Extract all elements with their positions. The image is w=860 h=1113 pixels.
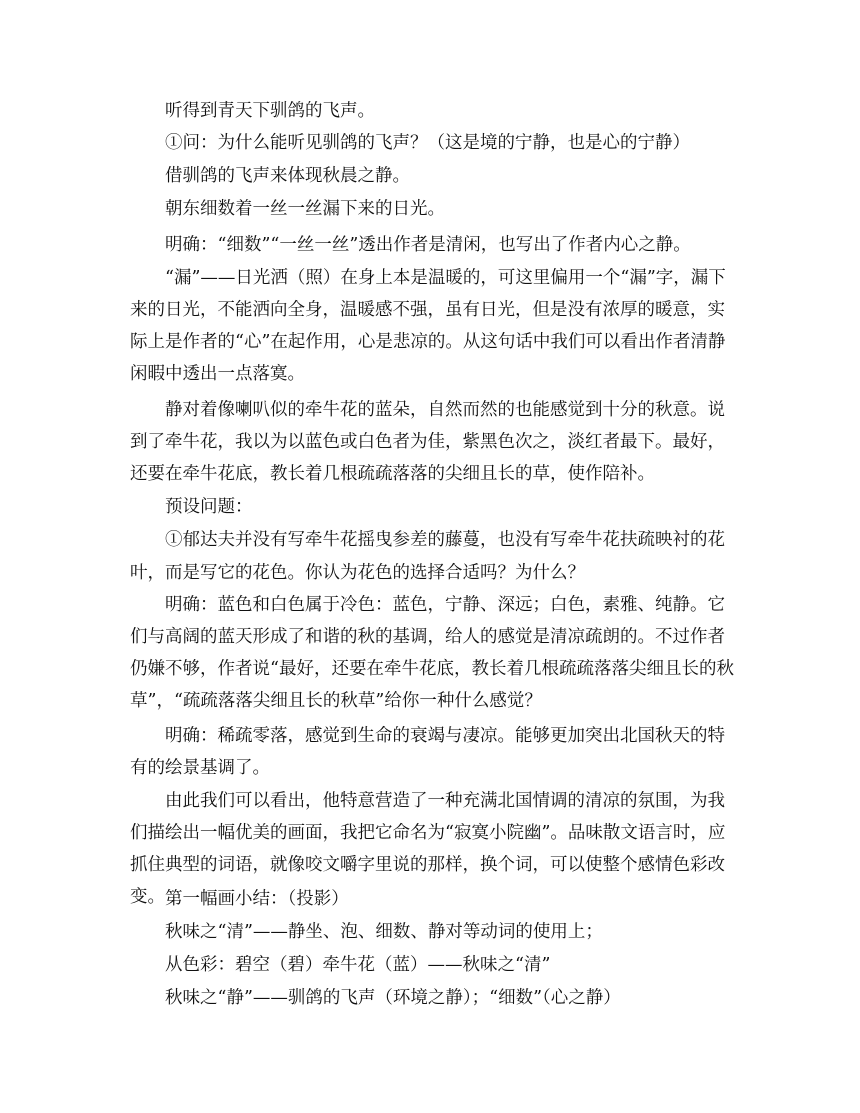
paragraph: 第一幅画小结：（投影） (165, 889, 349, 909)
paragraph: 由此我们可以看出，他特意营造了一种充满北国情调的清凉的氛围，为我们描绘出一幅优美的画面，我把它命名为“寂寞小院幽”。品味散文语言时，应抓住典型的词语，就像咬文嚼字里说的那样，换个词，可以使整个感情色彩改变。 (130, 791, 726, 907)
paragraph: ①问：为什么能听见驯鸽的飞声？（这是境的宁静，也是心的宁静） (165, 133, 690, 153)
paragraph: 从色彩：碧空（碧）牵牛花（蓝）——秋味之“清” (165, 955, 551, 975)
paragraph: 明确：稀疏零落，感觉到生命的衰竭与凄凉。能够更加突出北国秋天的特有的绘景基调了。 (130, 726, 725, 778)
paragraph: 静对着像喇叭似的牵牛花的蓝朵，自然而然的也能感觉到十分的秋意。说到了牵牛花，我以为以蓝色或白色者为佳，紫黑色次之，淡红者最下。最好，还要在牵牛花底，教长着几根疏疏落落的尖细且长的草，使作陪补。 (130, 400, 725, 484)
paragraph: “漏”——日光洒（照）在身上本是温暖的，可这里偏用一个“漏”字，漏下来的日光，不能洒向全身，温暖感不强，虽有日光，但是没有浓厚的暖意，实际上是作者的“心”在起作用，心是悲凉的。从这句话中我们可以看出作者清静闲暇中透出一点落寞。 (130, 268, 726, 384)
paragraph: 朝东细数着一丝一丝漏下来的日光。 (165, 199, 445, 219)
paragraph: 秋味之“清”——静坐、泡、细数、静对等动词的使用上； (165, 922, 603, 942)
paragraph: 预设问题： (165, 497, 253, 517)
paragraph: 明确：蓝色和白色属于冷色：蓝色，宁静、深远；白色，素雅、纯静。它们与高阔的蓝天形成了和谐的秋的基调，给人的感觉是清凉疏朗的。不过作者仍嫌不够，作者说“最好，还要在牵牛花底，教长着几根疏疏落落尖细且长的秋草”，“疏疏落落尖细且长的秋草”给你一种什么感觉？ (130, 595, 734, 711)
paragraph: 借驯鸽的飞声来体现秋晨之静。 (165, 166, 410, 186)
paragraph: 听得到青天下驯鸽的飞声。 (165, 101, 375, 121)
paragraph: ①郁达夫并没有写牵牛花摇曳参差的藤蔓，也没有写牵牛花扶疏映衬的花 (165, 530, 725, 550)
paragraph: 明确：“细数”“一丝一丝”透出作者是清闲，也写出了作者内心之静。 (165, 235, 691, 255)
paragraph-continuation: 叶，而是写它的花色。你认为花色的选择合适吗？为什么？ (130, 563, 585, 583)
paragraph: 秋味之“静”——驯鸽的飞声（环境之静）；“细数”（心之静） (165, 988, 621, 1008)
